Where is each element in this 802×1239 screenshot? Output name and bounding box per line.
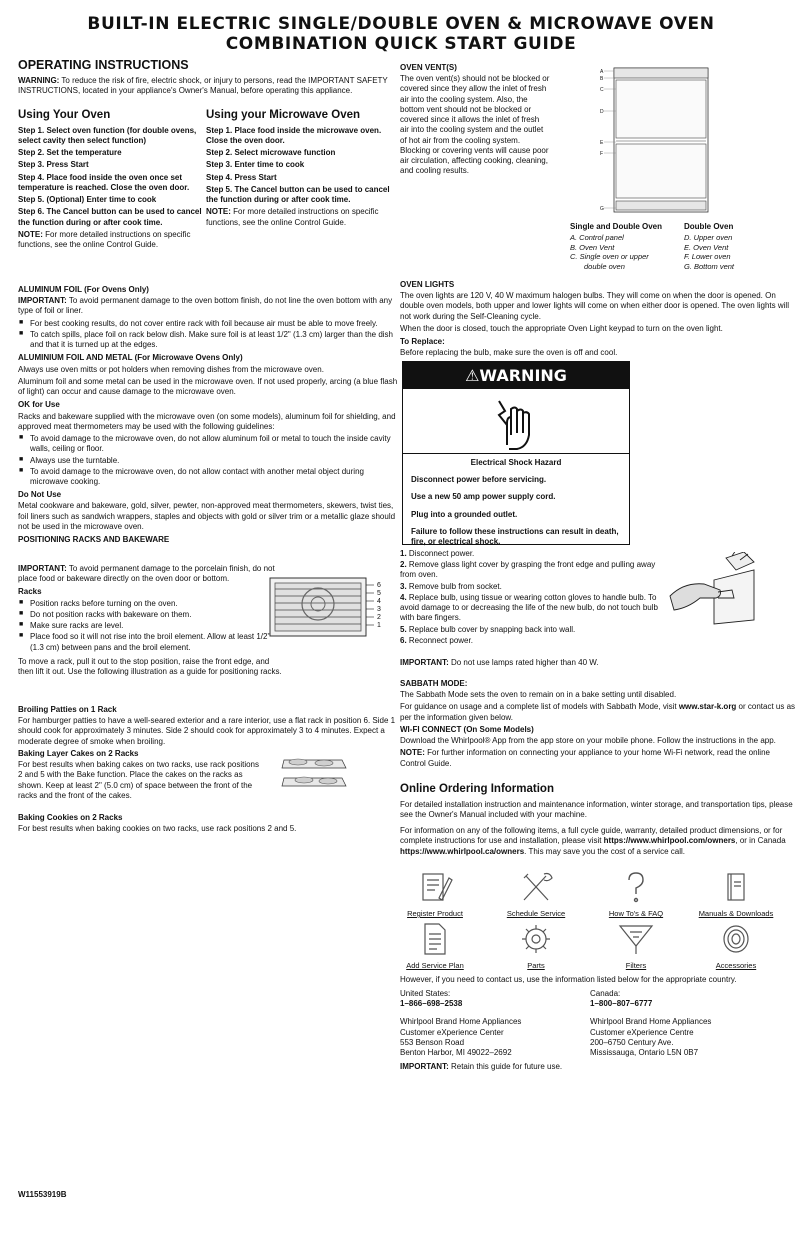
star-k-link[interactable]: www.star-k.org <box>678 702 737 712</box>
rack-number: 4 <box>377 598 381 605</box>
lights-section <box>400 277 796 361</box>
sabbath-heading: SABBATH MODE: <box>400 679 468 688</box>
sabbath-text-1: The Sabbath Mode sets the oven to remain on in a bake setting until disabled. <box>400 690 677 700</box>
ca-address-line: Whirlpool Brand Home Appliances <box>590 1017 712 1027</box>
racks-move-text: To move a rack, pull it out to the stop position, raise the front edge, and then lift it out. Use the following illustration as a guide for positioning racks. <box>18 656 282 677</box>
ok-text: Racks and bakeware supplied with the microwave oven (on some models), aluminum foil for shielding, and approved meat thermometers may be used with the following guidelines: <box>18 411 396 431</box>
donot-heading: Do Not Use <box>18 490 62 500</box>
rack-number: 5 <box>377 590 381 597</box>
retain-guide-note: IMPORTANT: Retain this guide for future use. <box>400 1062 563 1071</box>
operating-section <box>18 57 398 98</box>
oven-note: NOTE: For more detailed instructions on specific functions, see the online Control Guide. <box>18 229 191 250</box>
ok-heading: OK for Use <box>18 400 60 410</box>
vents-section <box>400 63 550 179</box>
legend-item: double oven <box>584 262 625 272</box>
ca-address-line: Mississauga, Ontario L5N 0B7 <box>590 1048 699 1058</box>
cookies-section <box>18 810 398 836</box>
legend-single-title: Single and Double Oven <box>570 222 663 231</box>
lights-heading: OVEN LIGHTS <box>400 280 455 289</box>
ordering-heading: Online Ordering Information <box>400 783 554 795</box>
legend-item: F. Lower oven <box>684 252 731 262</box>
cakes-text: For best results when baking cakes on two racks, use rack positions 2 and 5 with the Bake function. Place the cakes on the racks as shown. Keep at least 2" (5.0 cm) of space between the front of the racks and the front of the cakes. <box>18 760 259 800</box>
document-icon <box>395 922 475 958</box>
racks-heading: POSITIONING RACKS AND BAKEWARE <box>18 535 170 545</box>
register-product-link[interactable] <box>395 870 475 919</box>
racks-bullet: ■ Position racks before turning on the oven. <box>18 599 286 609</box>
title-line-2: COMBINATION QUICK START GUIDE <box>225 34 577 54</box>
oven-step: Step 4. Place food inside the oven once set temperature is reached. Close the oven door. <box>18 172 190 192</box>
oven-step: Step 1. Select oven function (for double ovens, select cavity then select function) <box>18 125 197 145</box>
ordering-p2: For information on any of the following items, a full cycle guide, warranty, detailed product dimensions, or for complete instructions for use and installation, please visit https://www.whirlpool.com/owners, or in Canada https://www.whirlpool.ca/owners. This may save you the cost of a service call. <box>400 826 786 856</box>
ok-bullet: ■ To avoid damage to the microwave oven, do not allow contact with another metal object during microwave cooking. <box>18 467 398 487</box>
us-country: United States: <box>400 989 451 998</box>
ca-address-line: 200–6750 Century Ave. <box>590 1037 674 1047</box>
icon-label: Schedule Service <box>506 909 566 918</box>
warning-triangle-icon: ⚠ <box>465 366 480 385</box>
lights-text-2: When the door is closed, touch the appropriate Oven Light keypad to turn on the oven light. <box>400 323 723 333</box>
broil-section <box>18 702 398 749</box>
bulb-step: 5. Replace bulb cover by snapping back into wall. <box>400 624 576 634</box>
donot-text: Metal cookware and bakeware, gold, silver, pewter, non-approved meat thermometers, skewers, twist ties, foil liners such as sandwich wrappers, staples and objects with gold or silver trim or a metallic glaze should not be used in the microwave oven. <box>18 501 396 531</box>
rack-number: 3 <box>377 606 381 613</box>
us-address-line: Whirlpool Brand Home Appliances <box>400 1017 522 1027</box>
icon-label: How To's & FAQ <box>608 909 664 918</box>
warning-line: Failure to follow these instructions can result in death, fire, or electrical shock. <box>411 526 619 547</box>
racks-section <box>18 564 286 679</box>
bulb-step: 1. Disconnect power. <box>400 549 475 558</box>
microwave-step: Step 2. Select microwave function <box>206 148 336 158</box>
wifi-heading: WI-FI CONNECT (On Some Models) <box>400 725 534 734</box>
legend-item: C. Single oven or upper <box>570 252 649 262</box>
microwave-use-heading: Using your Microwave Oven <box>206 109 361 121</box>
legend-double-title: Double Oven <box>684 222 734 231</box>
foil-bullet: ■ For best cooking results, do not cover entire rack with foil because air must be able to move freely. <box>18 319 398 329</box>
bulb-important: IMPORTANT: Do not use lamps rated higher than 40 W. <box>400 658 599 667</box>
diagram-letter: C <box>600 87 604 93</box>
ordering-p1: For detailed installation instruction and maintenance information, winter storage, and transportation tips, please see the Owner's Manual included with your machine. <box>400 799 793 819</box>
cakes-illustration <box>280 752 348 794</box>
ca-address-line: Customer eXperience Centre <box>590 1027 694 1037</box>
racks-bullet: ■ Do not position racks with bakeware on them. <box>18 610 286 620</box>
gear-icon <box>496 922 576 958</box>
broil-text: For hamburger patties to have a well-seared exterior and a rare interior, use a flat rack in position 6. Side 1 should cook for approximately 3 minutes. Side 2 should cook for approximately 3 to 4 minutes. Expect a moderate degree of smoke when broiling. <box>18 716 396 746</box>
broil-heading: Broiling Patties on 1 Rack <box>18 705 117 714</box>
microwave-use-section <box>206 108 392 228</box>
operating-warning: WARNING: To reduce the risk of fire, electric shock, or injury to persons, read the IMPORTANT SAFETY INSTRUCTIONS, located in your appliance's Owner's Manual, before operating this appliance. <box>18 76 388 96</box>
accessories-link[interactable] <box>696 922 776 971</box>
diagram-letter: G <box>600 206 604 212</box>
lights-text-1: The oven lights are 120 V, 40 W maximum halogen bulbs. They will come on when the door is opened. On double oven models, both upper and lower lights will come on when either door is opened. The oven lights will not work during the Self-Cleaning cycle. <box>400 291 789 321</box>
us-phone: 1–866–698–2538 <box>400 999 463 1009</box>
icon-label: Manuals & Downloads <box>698 909 774 918</box>
oven-step: Step 3. Press Start <box>18 160 89 170</box>
icon-label: Parts <box>527 961 545 970</box>
replace-heading: To Replace: <box>400 337 445 347</box>
icon-label: Filters <box>625 961 647 970</box>
foil-bullet: ■ To catch spills, place foil on rack below dish. Make sure foil is at least 1/2" (1.3 cm) larger than the dish and that it is turned up at the edges. <box>18 330 398 350</box>
ok-bullet: ■ Always use the turntable. <box>18 456 398 466</box>
foil-metal-p1: Always use oven mitts or pot holders when removing dishes from the microwave oven. <box>18 364 324 374</box>
legend-item: B. Oven Vent <box>570 242 615 252</box>
bulb-replacement-illustration <box>662 552 758 632</box>
sabbath-section <box>400 676 796 725</box>
oven-step: Step 6. The Cancel button can be used to cancel the function during or after cook time. <box>18 207 202 227</box>
wifi-text: Download the Whirlpool® App from the app store on your mobile phone. Follow the instructions in the app. <box>400 736 776 746</box>
foil-important: IMPORTANT: To avoid permanent damage to the oven bottom finish, do not line the oven bottom with any type of foil or liner. <box>18 296 393 316</box>
foil-metal-p2: Aluminum foil and some metal can be used in the microwave oven. If not used properly, arcing (a blue flash of light) can occur and cause damage to the microwave oven. <box>18 376 398 397</box>
question-icon <box>596 870 676 906</box>
foil-heading: ALUMINUM FOIL (For Ovens Only) <box>18 285 149 294</box>
warning-line: Use a new 50 amp power supply cord. <box>411 492 556 502</box>
icon-label: Accessories <box>715 961 757 970</box>
cookies-text: For best results when baking cookies on two racks, use rack positions 2 and 5. <box>18 824 297 834</box>
icon-label: Register Product <box>407 909 463 918</box>
rack-number: 6 <box>377 582 381 589</box>
icon-label: Add Service Plan <box>406 961 464 970</box>
filters-link[interactable] <box>596 922 676 971</box>
cakes-section <box>18 746 262 803</box>
us-address-line: 553 Benson Road <box>400 1037 465 1047</box>
title-line-1: BUILT-IN ELECTRIC SINGLE/DOUBLE OVEN & MICROWAVE OVEN <box>87 14 715 34</box>
vents-text: The oven vent(s) should not be blocked or covered since they allow the inlet of fresh air into the cooling system. Also, the bottom vent should not be blocked or covered since it allows the inlet of fresh air into the cooling system and the outlet of hot air from the cooling system. Blocking or covering vents will cause poor air circulation, affecting cooking, cleaning, and cooling results. <box>400 74 550 176</box>
electric-shock-hand-icon <box>403 389 629 454</box>
diagram-letter: B <box>600 76 604 82</box>
contact-intro: However, if you need to contact us, use the information listed below for the appropriate country. <box>400 975 737 984</box>
diagram-legend-double <box>684 222 794 272</box>
replace-text: Before replacing the bulb, make sure the oven is off and cool. <box>400 348 618 358</box>
diagram-letter: D <box>600 109 604 115</box>
document-title <box>0 14 802 54</box>
oven-step: Step 5. (Optional) Enter time to cook <box>18 195 157 205</box>
ordering-section <box>400 782 796 859</box>
ok-bullet: ■ To avoid damage to the microwave oven, do not allow aluminum foil or metal to touch the inside cavity walls, ceiling or floor. <box>18 434 398 454</box>
manuals-downloads-link[interactable] <box>696 870 776 919</box>
foil-metal-heading: ALUMINIUM FOIL AND METAL (For Microwave Ovens Only) <box>18 353 243 363</box>
legend-item: D. Upper oven <box>684 233 733 243</box>
bulb-step: 6. Reconnect power. <box>400 635 473 645</box>
cakes-heading: Baking Layer Cakes on 2 Racks <box>18 749 139 758</box>
us-address-line: Customer eXperience Center <box>400 1027 504 1037</box>
legend-item: G. Bottom vent <box>684 262 735 272</box>
tools-icon <box>496 870 576 906</box>
diagram-letter: E <box>600 140 604 146</box>
foil-section <box>18 282 398 546</box>
legend-item: E. Oven Vent <box>684 242 729 252</box>
bulb-step: 2. Remove glass light cover by grasping the front edge and pulling away from oven. <box>400 560 656 580</box>
diagram-legend-single <box>570 222 670 272</box>
contact-us <box>400 989 590 1058</box>
ca-phone: 1–800–807–6777 <box>590 999 653 1009</box>
warning-pictogram <box>403 389 629 454</box>
warning-line: Disconnect power before servicing. <box>411 475 547 485</box>
owners-us-link[interactable]: https://www.whirlpool.com/owners <box>603 836 736 846</box>
warning-hazard: Electrical Shock Hazard <box>470 458 562 467</box>
ca-country: Canada: <box>590 989 621 998</box>
racks-important: IMPORTANT: To avoid permanent damage to the porcelain finish, do not place food or bakeware directly on the oven door or bottom. <box>18 564 275 584</box>
diagram-letter: A <box>600 69 604 75</box>
racks-bullet: ■ Place food so it will not rise into the broil element. Allow at least 1/2" (1.3 cm) between pans and the broil element. <box>18 632 286 652</box>
oven-step: Step 2. Set the temperature <box>18 148 122 158</box>
contact-canada <box>590 989 790 1058</box>
add-service-plan-link[interactable] <box>395 922 475 971</box>
microwave-step: Step 1. Place food inside the microwave oven. Close the oven door. <box>206 125 382 145</box>
bulb-step: 3. Remove bulb from socket. <box>400 581 502 591</box>
manual-icon <box>696 870 776 906</box>
rack-positions-illustration <box>268 574 386 640</box>
us-address-line: Benton Harbor, MI 49022–2692 <box>400 1048 512 1058</box>
parts-link[interactable] <box>496 922 576 971</box>
legend-item: A. Control panel <box>570 233 624 243</box>
sabbath-text-2: For guidance on usage and a complete list of models with Sabbath Mode, visit www.star-k.org or contact us as per the information given below. <box>400 702 796 722</box>
operating-heading: OPERATING INSTRUCTIONS <box>18 58 189 72</box>
bulb-step: 4. Replace bulb, using tissue or wearing cotton gloves to handle bulb. To avoid damage to or decreasing the life of the new bulb, do not touch bulb with bare fingers. <box>400 592 658 623</box>
schedule-service-link[interactable] <box>496 870 576 919</box>
warning-title: WARNING <box>479 366 567 385</box>
wifi-note: NOTE: For further information on connecting your appliance to your home Wi-Fi network, read the online Control Guide. <box>400 748 770 768</box>
rack-number: 2 <box>377 614 381 621</box>
owners-ca-link[interactable]: https://www.whirlpool.ca/owners <box>400 846 525 856</box>
register-icon <box>395 870 475 906</box>
rack-number: 1 <box>377 622 381 629</box>
wifi-section <box>400 722 796 771</box>
oven-use-section <box>18 108 204 250</box>
filter-icon <box>596 922 676 958</box>
microwave-note: NOTE: For more detailed instructions on specific functions, see the online Control Guide. <box>206 207 379 227</box>
oven-use-heading: Using Your Oven <box>18 109 111 121</box>
warning-header <box>403 362 629 389</box>
how-tos-faq-link[interactable] <box>596 870 676 919</box>
microwave-step: Step 3. Enter time to cook <box>206 160 305 170</box>
racks-sub: Racks <box>18 587 42 597</box>
warning-line: Plug into a grounded outlet. <box>411 509 518 519</box>
oven-vents-diagram <box>596 66 710 216</box>
microwave-step: Step 4. Press Start <box>206 172 277 182</box>
microwave-step: Step 5. The Cancel button can be used to cancel the function during or after cook time. <box>206 184 390 205</box>
electrical-shock-warning <box>402 361 630 545</box>
cookies-heading: Baking Cookies on 2 Racks <box>18 813 123 822</box>
diagram-letter: F <box>600 151 604 157</box>
bulb-steps-section <box>400 549 662 647</box>
accessories-icon <box>696 922 776 958</box>
racks-bullet: ■ Make sure racks are level. <box>18 621 286 631</box>
document-code: W11553919B <box>18 1190 67 1199</box>
vents-heading: OVEN VENT(S) <box>400 63 457 72</box>
